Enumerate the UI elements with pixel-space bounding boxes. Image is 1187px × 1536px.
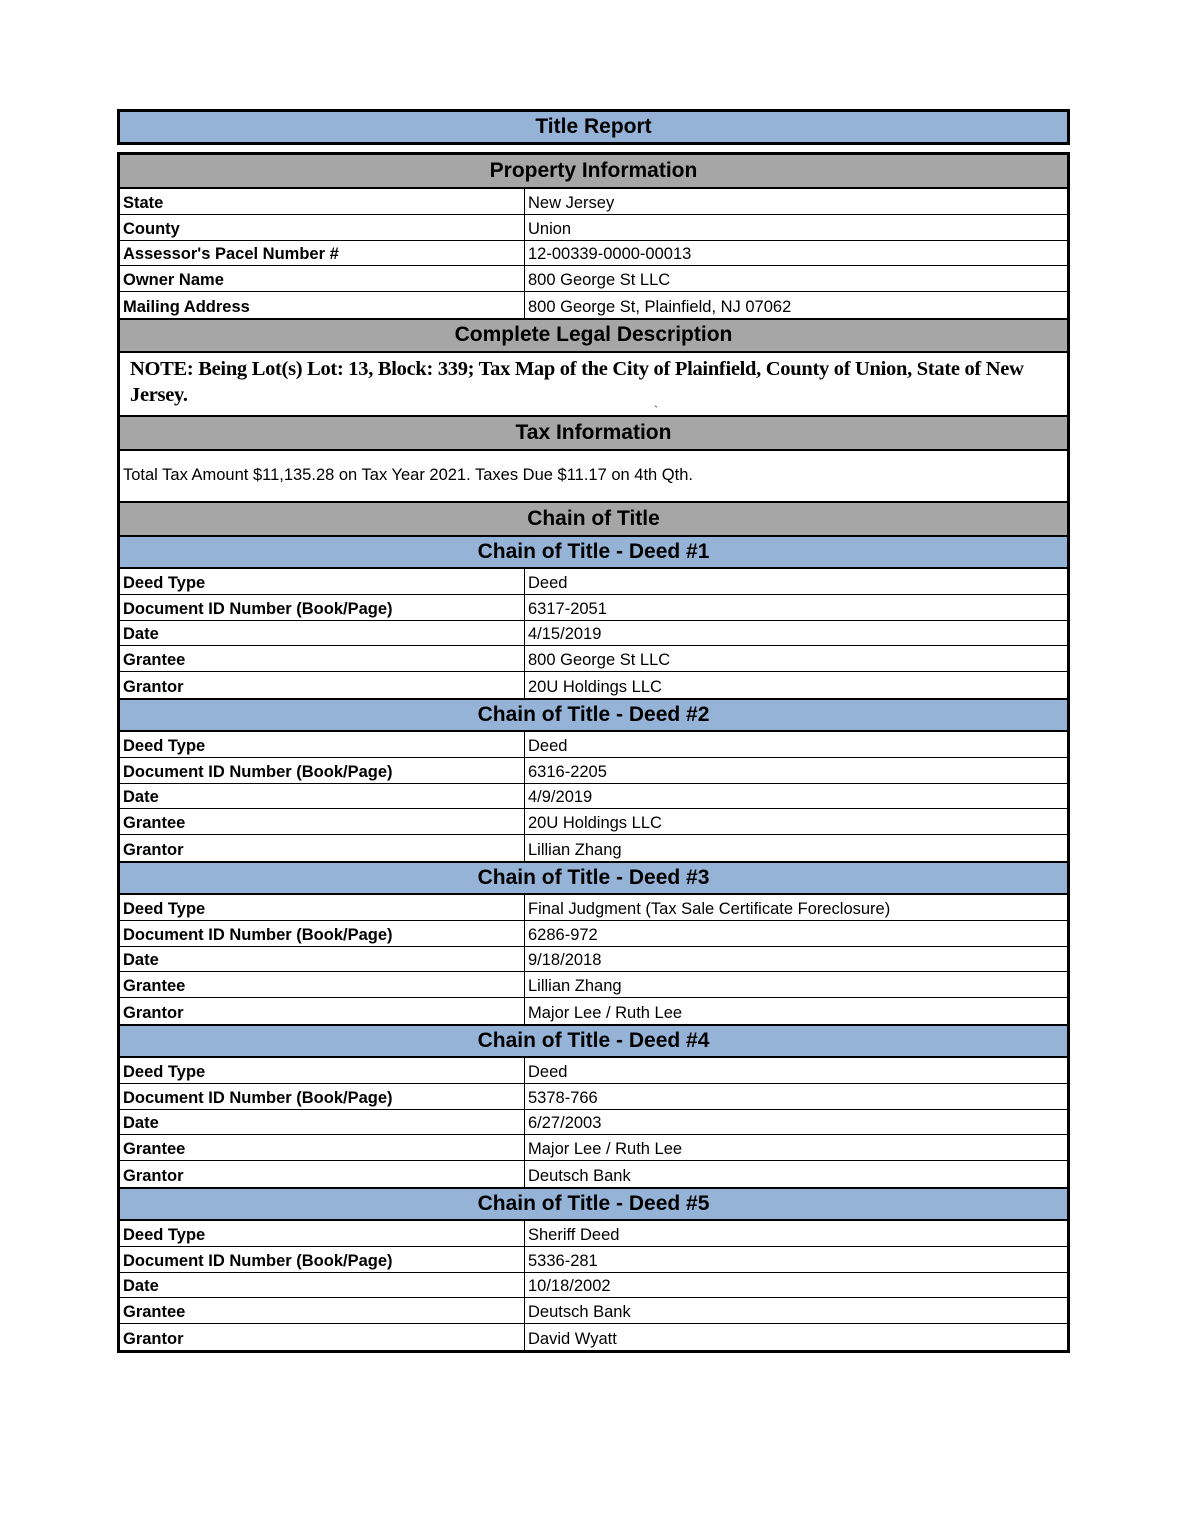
row-label: Deed Type bbox=[120, 732, 525, 757]
row-value: 800 George St LLC bbox=[528, 651, 671, 670]
row-value: Deed bbox=[528, 736, 568, 755]
table-row bbox=[120, 1135, 1067, 1161]
row-value: David Wyatt bbox=[528, 1329, 617, 1348]
row-label: Deed Type bbox=[120, 569, 525, 594]
row-label: Date bbox=[120, 784, 525, 809]
deed-block-2 bbox=[120, 698, 1067, 861]
row-value: Major Lee / Ruth Lee bbox=[528, 1003, 683, 1022]
row-value: Deed bbox=[528, 1062, 568, 1081]
row-label: Grantor bbox=[120, 672, 525, 698]
row-label: Grantee bbox=[120, 646, 525, 671]
table-row bbox=[120, 189, 1067, 215]
table-row bbox=[120, 1110, 1067, 1136]
table-row bbox=[120, 1324, 1067, 1350]
row-value: 800 George St LLC bbox=[528, 271, 671, 290]
report-body bbox=[117, 152, 1070, 1353]
row-value: 5336-281 bbox=[528, 1251, 598, 1270]
row-label: Grantor bbox=[120, 1324, 525, 1350]
table-row bbox=[120, 241, 1067, 267]
deed-block-1 bbox=[120, 535, 1067, 698]
row-value: 12-00339-0000-00013 bbox=[528, 245, 692, 264]
table-row bbox=[120, 1221, 1067, 1247]
row-value: 20U Holdings LLC bbox=[528, 677, 662, 696]
deed-block-5 bbox=[120, 1187, 1067, 1350]
row-value: Deutsch Bank bbox=[528, 1166, 631, 1185]
row-label: Grantee bbox=[120, 972, 525, 997]
chain-of-title-header: Chain of Title bbox=[120, 503, 1067, 535]
table-row bbox=[120, 972, 1067, 998]
row-value: Sheriff Deed bbox=[528, 1225, 620, 1244]
table-row bbox=[120, 215, 1067, 241]
deed-header: Chain of Title - Deed #1 bbox=[120, 535, 1067, 569]
property-info-header: Property Information bbox=[120, 155, 1067, 189]
property-info-table bbox=[120, 189, 1067, 320]
table-row bbox=[120, 292, 1067, 318]
row-value: Lillian Zhang bbox=[528, 977, 622, 996]
table-row bbox=[120, 1247, 1067, 1273]
row-label: State bbox=[120, 189, 525, 214]
row-value: 4/9/2019 bbox=[528, 788, 593, 807]
deed-block-4 bbox=[120, 1024, 1067, 1187]
table-row bbox=[120, 266, 1067, 292]
row-value: Union bbox=[528, 219, 572, 238]
row-value: 5378-766 bbox=[528, 1088, 598, 1107]
tax-info-text: Total Tax Amount $11,135.28 on Tax Year 2021. Taxes Due $11.17 on 4th Qth. bbox=[120, 451, 1067, 503]
row-label: Grantee bbox=[120, 809, 525, 834]
row-value: Deutsch Bank bbox=[528, 1303, 631, 1322]
deed-header: Chain of Title - Deed #5 bbox=[120, 1187, 1067, 1221]
table-row bbox=[120, 809, 1067, 835]
deed-header: Chain of Title - Deed #3 bbox=[120, 861, 1067, 895]
row-label: Owner Name bbox=[120, 266, 525, 291]
row-label: Date bbox=[120, 621, 525, 646]
row-value: 800 George St, Plainfield, NJ 07062 bbox=[528, 297, 792, 316]
row-label: Grantor bbox=[120, 1161, 525, 1187]
table-row bbox=[120, 595, 1067, 621]
row-label: Grantor bbox=[120, 835, 525, 861]
table-row bbox=[120, 895, 1067, 921]
row-label: Document ID Number (Book/Page) bbox=[120, 595, 525, 620]
row-label: Date bbox=[120, 1273, 525, 1298]
tax-info-header: Tax Information bbox=[120, 417, 1067, 451]
row-label: Date bbox=[120, 947, 525, 972]
row-value: 6286-972 bbox=[528, 925, 598, 944]
table-row bbox=[120, 784, 1067, 810]
table-row bbox=[120, 646, 1067, 672]
row-label: Grantee bbox=[120, 1298, 525, 1323]
table-row bbox=[120, 921, 1067, 947]
row-value: Major Lee / Ruth Lee bbox=[528, 1140, 683, 1159]
table-row bbox=[120, 621, 1067, 647]
table-row bbox=[120, 732, 1067, 758]
table-row bbox=[120, 1161, 1067, 1187]
row-label: Document ID Number (Book/Page) bbox=[120, 758, 525, 783]
row-value: Lillian Zhang bbox=[528, 840, 622, 859]
table-row bbox=[120, 835, 1067, 861]
row-label: Document ID Number (Book/Page) bbox=[120, 1084, 525, 1109]
row-value: Deed bbox=[528, 573, 568, 592]
legal-description-header: Complete Legal Description bbox=[120, 320, 1067, 353]
deed-header: Chain of Title - Deed #4 bbox=[120, 1024, 1067, 1058]
row-label: County bbox=[120, 215, 525, 240]
row-value: 10/18/2002 bbox=[528, 1277, 611, 1296]
row-label: Date bbox=[120, 1110, 525, 1135]
row-value: 6316-2205 bbox=[528, 762, 607, 781]
legal-description-text: NOTE: Being Lot(s) Lot: 13, Block: 339; Tax Map of the City of Plainfield, County of Union, State of New Jersey. bbox=[130, 357, 1024, 406]
row-label: Mailing Address bbox=[120, 292, 525, 318]
row-value: 20U Holdings LLC bbox=[528, 814, 662, 833]
row-label: Deed Type bbox=[120, 1221, 525, 1246]
row-label: Document ID Number (Book/Page) bbox=[120, 921, 525, 946]
table-row bbox=[120, 672, 1067, 698]
report-title: Title Report bbox=[117, 109, 1070, 145]
row-value: 6/27/2003 bbox=[528, 1114, 602, 1133]
table-row bbox=[120, 998, 1067, 1024]
table-row bbox=[120, 1084, 1067, 1110]
row-value: 6317-2051 bbox=[528, 599, 607, 618]
row-label: Document ID Number (Book/Page) bbox=[120, 1247, 525, 1272]
row-value: 4/15/2019 bbox=[528, 625, 602, 644]
row-label: Assessor's Pacel Number # bbox=[120, 241, 525, 266]
stray-mark: ` bbox=[654, 402, 658, 417]
row-value: 9/18/2018 bbox=[528, 951, 602, 970]
row-label: Grantee bbox=[120, 1135, 525, 1160]
row-label: Grantor bbox=[120, 998, 525, 1024]
table-row bbox=[120, 1058, 1067, 1084]
deed-block-3 bbox=[120, 861, 1067, 1024]
deed-header: Chain of Title - Deed #2 bbox=[120, 698, 1067, 732]
row-label: Deed Type bbox=[120, 1058, 525, 1083]
table-row bbox=[120, 758, 1067, 784]
table-row bbox=[120, 1273, 1067, 1299]
row-value: Final Judgment (Tax Sale Certificate Foreclosure) bbox=[528, 899, 891, 918]
table-row bbox=[120, 569, 1067, 595]
title-report bbox=[117, 109, 1070, 1353]
row-label: Deed Type bbox=[120, 895, 525, 920]
table-row bbox=[120, 1298, 1067, 1324]
legal-description bbox=[120, 353, 1067, 417]
table-row bbox=[120, 947, 1067, 973]
row-value: New Jersey bbox=[528, 193, 615, 212]
